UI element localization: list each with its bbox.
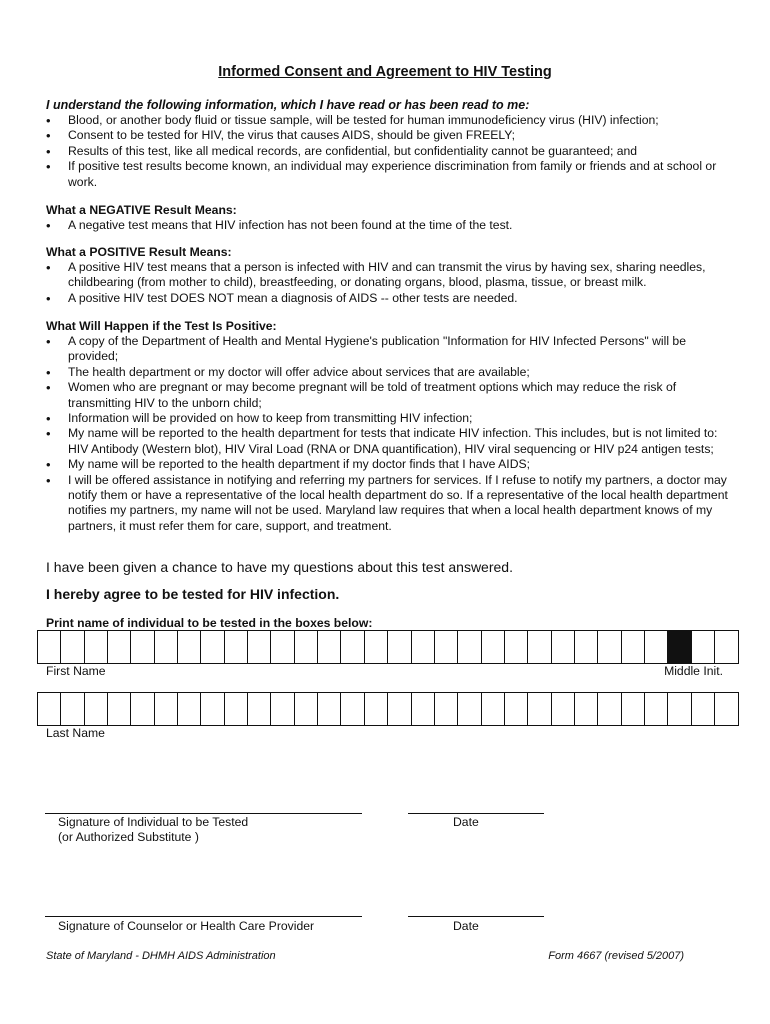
name-box[interactable] bbox=[435, 631, 458, 663]
positive-heading: What a POSITIVE Result Means: bbox=[46, 245, 232, 259]
form-title: Informed Consent and Agreement to HIV Testing bbox=[218, 64, 552, 80]
name-box[interactable] bbox=[365, 693, 388, 725]
signature-substitute-text: (or Authorized Substitute ) bbox=[58, 830, 199, 844]
name-box[interactable] bbox=[645, 693, 668, 725]
name-box[interactable] bbox=[528, 631, 551, 663]
name-box[interactable] bbox=[505, 693, 528, 725]
date-label-2: Date bbox=[453, 919, 479, 933]
name-box[interactable] bbox=[248, 631, 271, 663]
negative-section bbox=[46, 203, 736, 233]
name-box[interactable] bbox=[715, 631, 738, 663]
name-box[interactable] bbox=[155, 631, 178, 663]
name-box[interactable] bbox=[528, 693, 551, 725]
signature-individual-label bbox=[58, 815, 248, 845]
happen-heading: What Will Happen if the Test Is Positive: bbox=[46, 319, 277, 333]
name-box[interactable] bbox=[201, 693, 224, 725]
question-statement: I have been given a chance to have my questions about this test answered. bbox=[46, 559, 513, 575]
name-box[interactable] bbox=[575, 631, 598, 663]
happen-section bbox=[46, 319, 736, 534]
negative-heading: What a NEGATIVE Result Means: bbox=[46, 203, 237, 217]
counselor-signature-line[interactable] bbox=[45, 916, 362, 917]
name-box[interactable] bbox=[155, 693, 178, 725]
name-box[interactable] bbox=[295, 631, 318, 663]
understand-item: • Results of this test, like all medical records, are confidential, but confidentiality cannot be guaranteed; and bbox=[46, 144, 736, 159]
name-box[interactable] bbox=[622, 631, 645, 663]
name-box[interactable] bbox=[108, 631, 131, 663]
positive-section bbox=[46, 245, 736, 306]
negative-item: • A negative test means that HIV infection has not been found at the time of the test. bbox=[46, 218, 736, 233]
intro-statement: I understand the following information, which I have read or has been read to me: bbox=[46, 98, 530, 112]
name-box[interactable] bbox=[318, 693, 341, 725]
name-box[interactable] bbox=[61, 693, 84, 725]
name-box[interactable] bbox=[38, 693, 61, 725]
name-box[interactable] bbox=[458, 631, 481, 663]
name-box[interactable] bbox=[505, 631, 528, 663]
happen-item: • The health department or my doctor will offer advice about services that are available; bbox=[46, 365, 736, 380]
happen-item: • I will be offered assistance in notifying and referring my partners for services. If I refuse to notify my partners, a doctor may notify them or have a representative of the local health department do so. If a representative of the local health department notifies my partners, my name will not be used. Maryland law requires that when a local health department knows of my partners, it must refer them for care, support, and treatment. bbox=[46, 473, 736, 535]
positive-item: • A positive HIV test means that a person is infected with HIV and can transmit the virus by having sex, sharing needles, childbearing (from mother to child), breastfeeding, or donating organs, blood, plasma, tissue, or breast milk. bbox=[46, 260, 736, 291]
name-box[interactable] bbox=[715, 693, 738, 725]
understand-item: • Blood, or another body fluid or tissue sample, will be tested for human immunodeficiency virus (HIV) infection; bbox=[46, 113, 736, 128]
name-box[interactable] bbox=[552, 631, 575, 663]
name-box[interactable] bbox=[108, 693, 131, 725]
first-name-boxes bbox=[37, 630, 739, 664]
understand-section bbox=[46, 113, 736, 190]
name-box[interactable] bbox=[201, 631, 224, 663]
name-box[interactable] bbox=[668, 693, 691, 725]
name-box[interactable] bbox=[388, 631, 411, 663]
name-box[interactable] bbox=[61, 631, 84, 663]
name-box[interactable] bbox=[248, 693, 271, 725]
name-box[interactable] bbox=[318, 631, 341, 663]
name-box[interactable] bbox=[341, 631, 364, 663]
print-name-label: Print name of individual to be tested in the boxes below: bbox=[46, 616, 373, 630]
name-box[interactable] bbox=[271, 631, 294, 663]
name-box[interactable] bbox=[622, 693, 645, 725]
name-box[interactable] bbox=[692, 631, 715, 663]
individual-date-line[interactable] bbox=[408, 813, 544, 814]
signature-counselor-label: Signature of Counselor or Health Care Provider bbox=[58, 919, 315, 933]
name-box[interactable] bbox=[85, 693, 108, 725]
happen-item: • Information will be provided on how to keep from transmitting HIV infection; bbox=[46, 411, 736, 426]
footer-form-number: Form 4667 (revised 5/2007) bbox=[548, 950, 684, 962]
last-name-boxes bbox=[37, 692, 739, 726]
last-name-label: Last Name bbox=[46, 726, 105, 740]
name-box[interactable] bbox=[692, 693, 715, 725]
happen-item: • A copy of the Department of Health and Mental Hygiene's publication "Information for HIV Infected Persons" will be provided; bbox=[46, 334, 736, 365]
name-box[interactable] bbox=[645, 631, 668, 663]
name-box[interactable] bbox=[412, 693, 435, 725]
name-box[interactable] bbox=[178, 631, 201, 663]
name-box[interactable] bbox=[575, 693, 598, 725]
date-label-1: Date bbox=[453, 815, 479, 829]
signature-individual-text: Signature of Individual to be Tested bbox=[58, 815, 249, 829]
name-box[interactable] bbox=[412, 631, 435, 663]
positive-item: • A positive HIV test DOES NOT mean a diagnosis of AIDS -- other tests are needed. bbox=[46, 291, 736, 306]
name-box[interactable] bbox=[225, 631, 248, 663]
name-box[interactable] bbox=[552, 693, 575, 725]
happen-item: • My name will be reported to the health department for tests that indicate HIV infection. This includes, but is not limited to: HIV Antibody (Western blot), HIV Viral Load (RNA or DNA quantification), HIV viral sequencing or HIV p24 antigen tests; bbox=[46, 426, 736, 457]
understand-item: • If positive test results become known, an individual may experience discrimination from family or friends and at school or work. bbox=[46, 159, 736, 190]
name-box[interactable] bbox=[598, 693, 621, 725]
name-box[interactable] bbox=[85, 631, 108, 663]
name-box[interactable] bbox=[341, 693, 364, 725]
name-box[interactable] bbox=[131, 693, 154, 725]
name-box[interactable] bbox=[482, 631, 505, 663]
individual-signature-line[interactable] bbox=[45, 813, 362, 814]
understand-item: • Consent to be tested for HIV, the virus that causes AIDS, should be given FREELY; bbox=[46, 128, 736, 143]
name-box[interactable] bbox=[178, 693, 201, 725]
first-name-label: First Name bbox=[46, 664, 106, 678]
name-box[interactable] bbox=[388, 693, 411, 725]
name-box[interactable] bbox=[482, 693, 505, 725]
name-box[interactable] bbox=[295, 693, 318, 725]
agree-statement: I hereby agree to be tested for HIV infection. bbox=[46, 586, 340, 602]
happen-item: • Women who are pregnant or may become pregnant will be told of treatment options which may reduce the risk of transmitting HIV to the unborn child; bbox=[46, 380, 736, 411]
name-box[interactable] bbox=[131, 631, 154, 663]
name-box[interactable] bbox=[435, 693, 458, 725]
name-box[interactable] bbox=[365, 631, 388, 663]
name-box-shaded bbox=[668, 631, 691, 663]
footer-agency: State of Maryland - DHMH AIDS Administration bbox=[46, 950, 276, 962]
counselor-date-line[interactable] bbox=[408, 916, 544, 917]
name-box[interactable] bbox=[458, 693, 481, 725]
name-box[interactable] bbox=[271, 693, 294, 725]
name-box[interactable] bbox=[598, 631, 621, 663]
middle-initial-label: Middle Init. bbox=[664, 664, 723, 678]
happen-item: • My name will be reported to the health department if my doctor finds that I have AIDS; bbox=[46, 457, 736, 472]
name-box[interactable] bbox=[225, 693, 248, 725]
name-box[interactable] bbox=[38, 631, 61, 663]
